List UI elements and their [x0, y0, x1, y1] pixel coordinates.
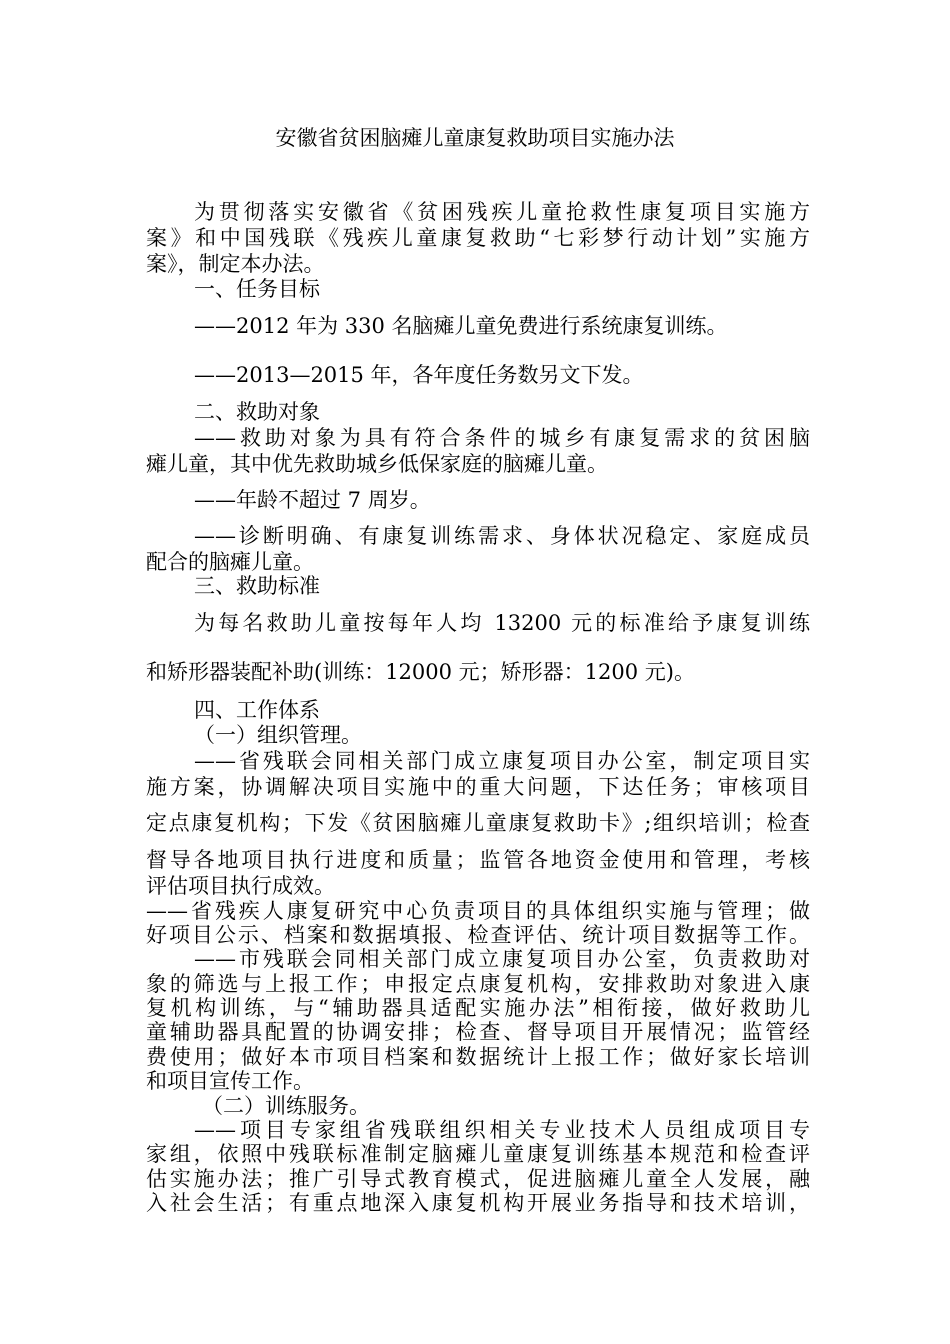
paragraph-line: 好项目公示、档案和数据填报、检查评估、统计项目数据等工作。	[146, 923, 810, 947]
paragraph-line: 复机构训练，与“辅助器具适配实施办法”相衔接，做好救助儿	[146, 996, 810, 1020]
paragraph-line: 案》，制定本办法。	[146, 252, 325, 276]
paragraph-line: 定点康复机构；下发《贫困脑瘫儿童康复救助卡》;组织培训；检查	[146, 811, 810, 835]
section-heading: 三、救助标准	[194, 574, 320, 598]
paragraph-line: ——市残联会同相关部门成立康复项目办公室，负责救助对	[194, 947, 810, 971]
paragraph-line: 施方案，协调解决项目实施中的重大问题，下达任务；审核项目	[146, 775, 810, 799]
document-title: 安徽省贫困脑瘫儿童康复救助项目实施办法	[275, 126, 675, 150]
paragraph-line: 象的筛选与上报工作；申报定点康复机构，安排救助对象进入康	[146, 972, 810, 996]
paragraph-line: 案》和中国残联《残疾儿童康复救助“七彩梦行动计划”实施方	[146, 226, 810, 250]
paragraph-line: 入社会生活；有重点地深入康复机构开展业务指导和技术培训，	[146, 1191, 810, 1215]
paragraph-line: ——2012 年为 330 名脑瘫儿童免费进行系统康复训练。	[194, 314, 728, 338]
section-heading: 一、任务目标	[194, 277, 320, 301]
paragraph-line: 估实施办法；推广引导式教育模式，促进脑瘫儿童全人发展，融	[146, 1167, 810, 1191]
paragraph-line: 督导各地项目执行进度和质量；监管各地资金使用和管理，考核	[146, 848, 810, 872]
paragraph-line: 为每名救助儿童按每年人均 13200 元的标准给予康复训练	[194, 611, 810, 635]
paragraph-line: 童辅助器具配置的协调安排；检查、督导项目开展情况；监管经	[146, 1020, 810, 1044]
paragraph-line: ——诊断明确、有康复训练需求、身体状况稳定、家庭成员	[194, 524, 810, 548]
paragraph-line: 为贯彻落实安徽省《贫困残疾儿童抢救性康复项目实施方	[194, 200, 810, 224]
paragraph-line: ——省残联会同相关部门成立康复项目办公室，制定项目实	[194, 749, 810, 773]
paragraph-line: 评估项目执行成效。	[146, 874, 335, 898]
paragraph-line: ——省残疾人康复研究中心负责项目的具体组织实施与管理；做	[146, 899, 810, 923]
paragraph-line: 瘫儿童，其中优先救助城乡低保家庭的脑瘫儿童。	[146, 452, 608, 476]
section-heading: 四、工作体系	[194, 698, 320, 722]
paragraph-line: 费使用；做好本市项目档案和数据统计上报工作；做好家长培训	[146, 1045, 810, 1069]
paragraph-line: ——年龄不超过 7 周岁。	[194, 488, 431, 512]
subsection-heading: （二）训练服务。	[202, 1094, 370, 1118]
paragraph-line: 和矫形器装配补助(训练：12000 元；矫形器：1200 元)。	[146, 660, 695, 684]
section-heading: 二、救助对象	[194, 400, 320, 424]
subsection-heading: （一）组织管理。	[194, 723, 362, 747]
paragraph-line: 家组，依照中残联标准制定脑瘫儿童康复训练基本规范和检查评	[146, 1142, 810, 1166]
paragraph-line: 配合的脑瘫儿童。	[146, 550, 314, 574]
paragraph-line: ——项目专家组省残联组织相关专业技术人员组成项目专	[194, 1118, 810, 1142]
paragraph-line: ——救助对象为具有符合条件的城乡有康复需求的贫困脑	[194, 426, 810, 450]
paragraph-line: ——2013—2015 年，各年度任务数另文下发。	[194, 363, 644, 387]
paragraph-line: 和项目宣传工作。	[146, 1069, 314, 1093]
